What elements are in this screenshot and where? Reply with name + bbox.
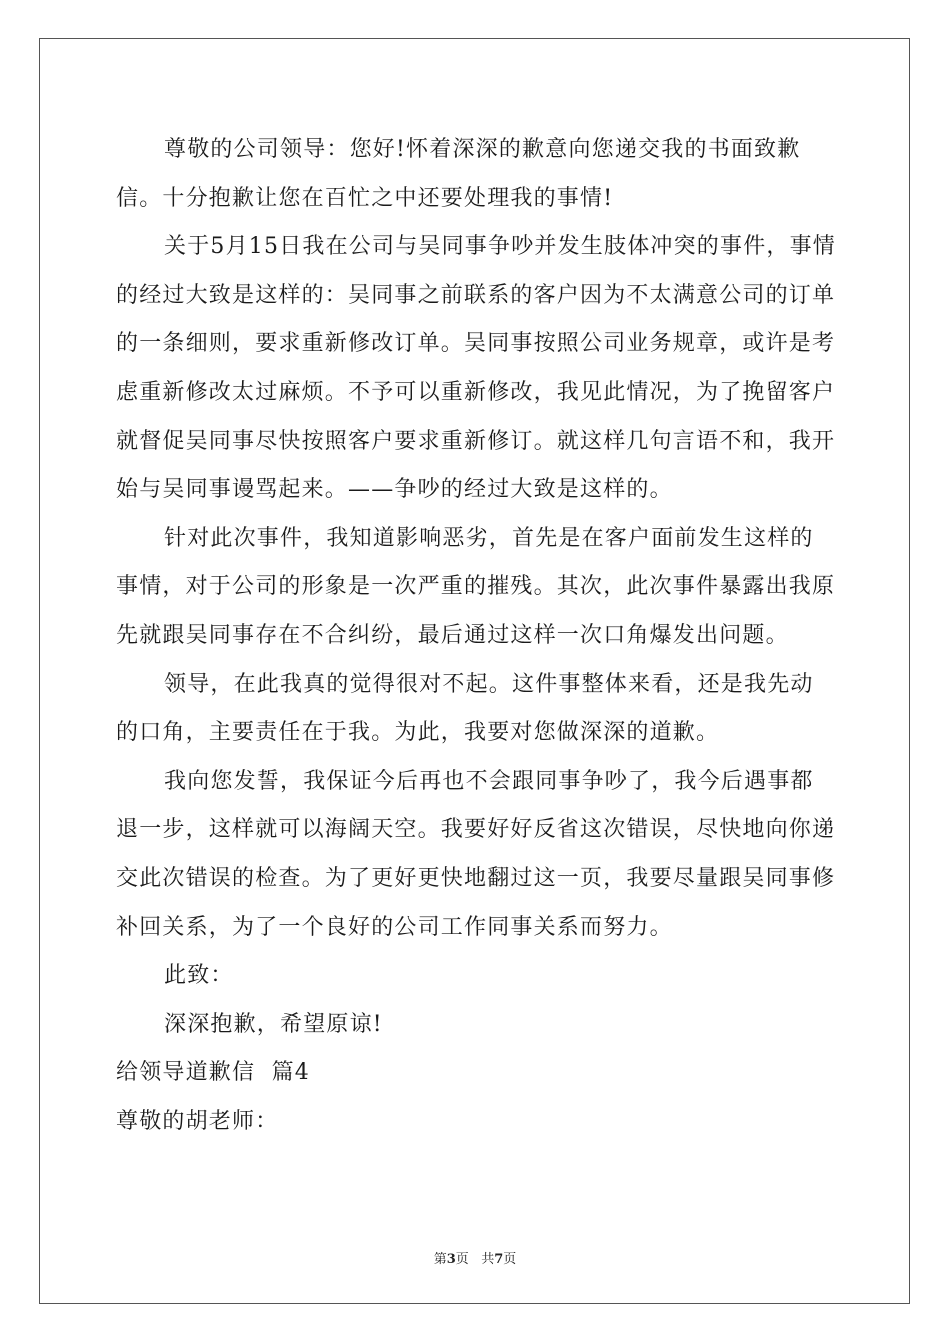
paragraph-sign-off: 深深抱歉，希望原谅! bbox=[164, 1011, 383, 1037]
paragraph-incident: 关于5月15日我在公司与吴同事争吵并发生肢体冲突的事件，事情的经过大致是这样的：吴同事之前联系的客户因为不太满意公司的订单的一条细则，要求重新修改订单。吴同事按照公司业务规章，或许是考虑重新修改太过麻烦。不予可以重新修改，我见此情况，为了挽留客户就督促吴同事尽快按照客户要求重新修订。就这样几句言语不和，我开始与吴同事谩骂起来。——争吵的经过大致是这样的。 bbox=[116, 234, 836, 503]
document-body bbox=[116, 126, 836, 1146]
section-heading: 给领导道歉信 篇4 bbox=[116, 1060, 310, 1086]
paragraph-closing: 此致： bbox=[164, 963, 234, 989]
salutation: 尊敬的胡老师： bbox=[116, 1108, 279, 1134]
footer-suffix: 页 bbox=[503, 1252, 517, 1267]
paragraph-greeting: 尊敬的公司领导：您好!怀着深深的歉意向您递交我的书面致歉信。十分抱歉让您在百忙之中还要处理我的事情! bbox=[116, 137, 801, 211]
page-footer bbox=[0, 1248, 950, 1267]
footer-prefix: 第 bbox=[433, 1252, 447, 1267]
total-pages-number: 7 bbox=[494, 1252, 504, 1267]
paragraph-apology: 领导，在此我真的觉得很对不起。这件事整体来看，还是我先动的口角，主要责任在于我。为此，我要对您做深深的道歉。 bbox=[116, 671, 814, 746]
footer-middle: 页 共 bbox=[455, 1252, 495, 1267]
paragraph-impact: 针对此次事件，我知道影响恶劣，首先是在客户面前发生这样的事情，对于公司的形象是一次严重的摧残。其次，此次事件暴露出我原先就跟吴同事存在不合纠纷，最后通过这样一次口角爆发出问题。 bbox=[116, 525, 836, 648]
current-page-number: 3 bbox=[446, 1252, 456, 1267]
paragraph-promise: 我向您发誓，我保证今后再也不会跟同事争吵了，我今后遇事都退一步，这样就可以海阔天空。我要好好反省这次错误，尽快地向你递交此次错误的检查。为了更好更快地翻过这一页，我要尽量跟吴同事修补回关系，为了一个良好的公司工作同事关系而努力。 bbox=[116, 768, 836, 940]
